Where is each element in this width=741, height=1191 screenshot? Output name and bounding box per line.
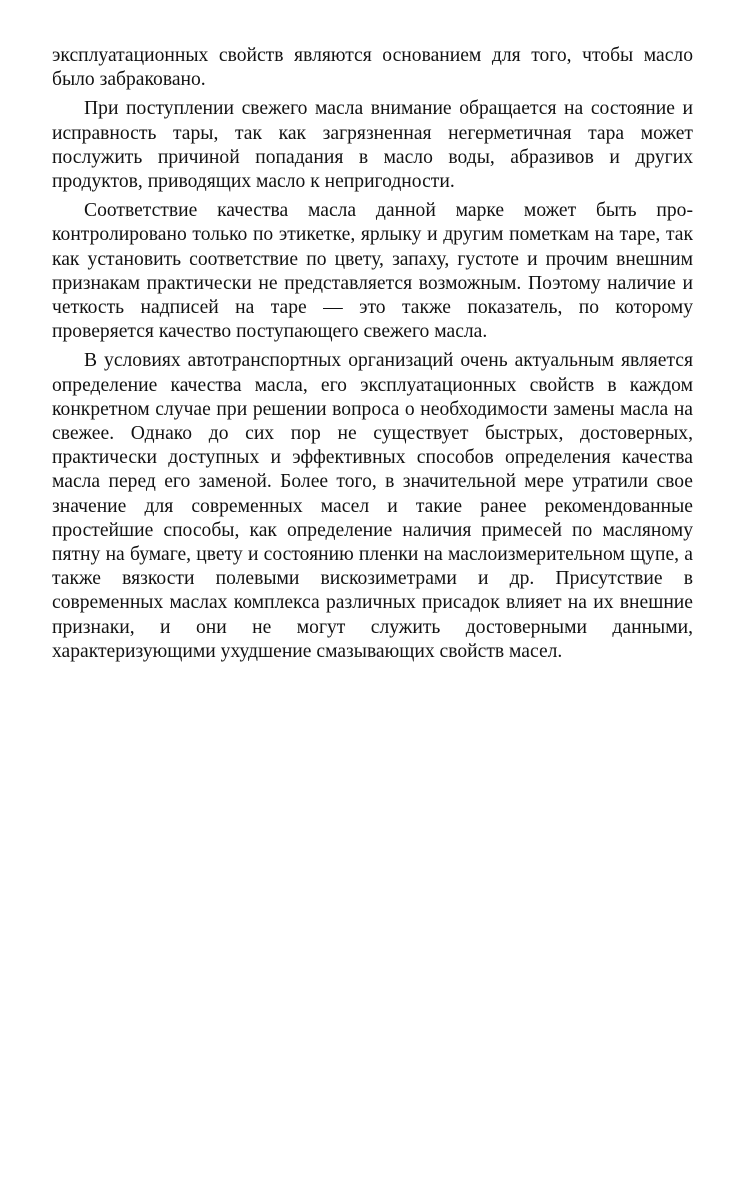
- page-text-body: [52, 44, 693, 669]
- paragraph-quality-assessment: В условиях автотранспортных организаций очень актуальным является определение качества масла, его эксплуатационных свойств в каждом конкретном случае при решении вопроса о необходимости замены масла на свежее. Однако до сих пор не существует быстрых, достоверных, практически доступных и эффективных способов определения качества масла перед его заменой. Более того, в значительной мере утратили свое значение для современных масел и такие ранее рекомендованные простейшие способы, как определение наличия примесей по масляному пятну на бумаге, цвету и состоянию пленки на маслоизмерительном щупе, а также вязкости полевыми вискозиметрами и др. Присутствие в современных маслах комплекса различных присадок влияет на их внешние признаки, и они не могут служить достоверными данными, характеризующими ухудшение смазывающих свойств масел.: [52, 350, 693, 662]
- paragraph-continuation: эксплуатационных свойств являются основанием для того, чтобы масло было забраковано.: [52, 45, 693, 91]
- paragraph-fresh-oil-container: При поступлении свежего масла внимание обращается на состояние и исправность тары, так как загрязненная негерметичная тара может послужить причиной попадания в масло воды, абразивов и других продуктов, приводящих масло к непригодности.: [52, 98, 693, 193]
- paragraph-oil-grade-labeling: Соответствие качества масла данной марке может быть проконтролировано только по этикетке, ярлыку и другим пометкам на таре, так как установить соответствие по цвету, запаху, густоте и прочим внешним признакам практически не представляется возможным. Поэтому наличие и четкость надписей на таре — это также показатель, по которому проверяется качество поступающего свежего масла.: [52, 200, 693, 343]
